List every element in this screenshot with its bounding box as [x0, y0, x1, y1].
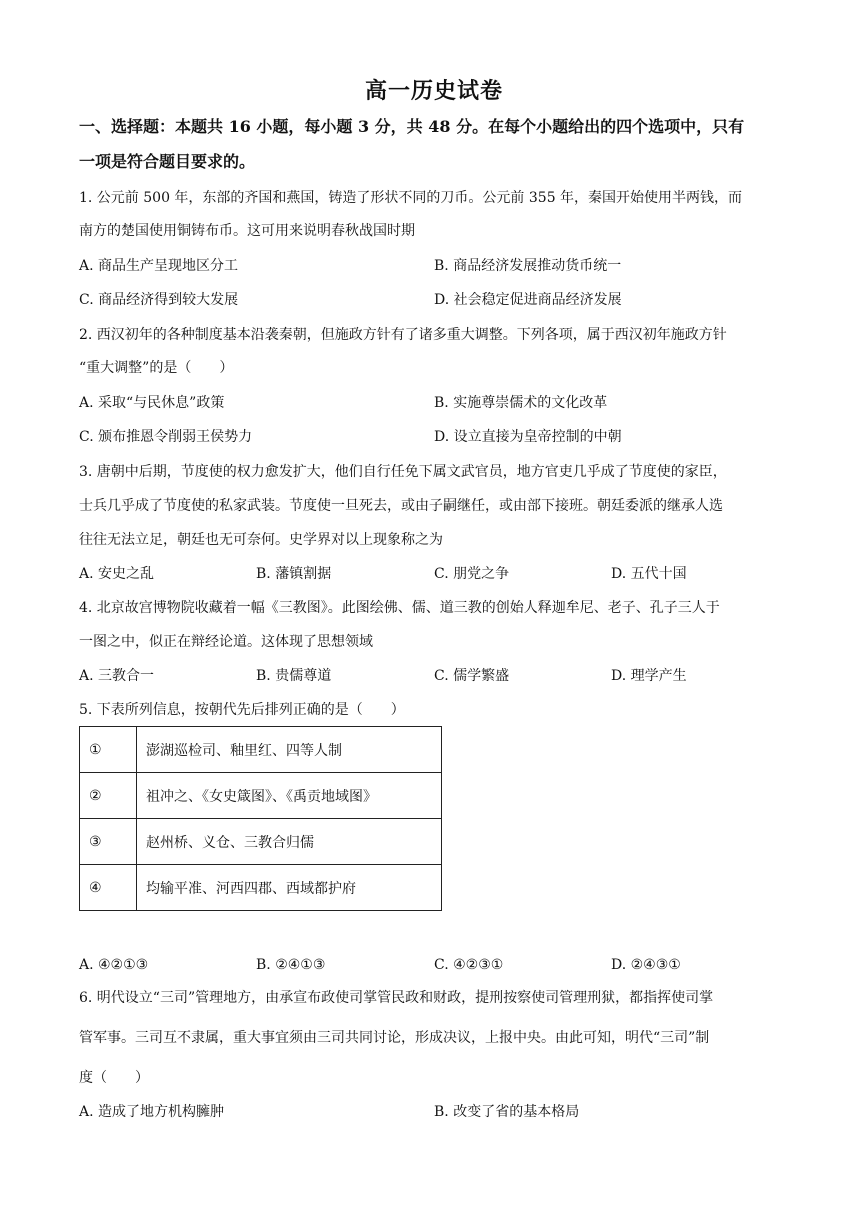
table-cell-text: 澎湖巡检司、釉里红、四等人制: [137, 727, 442, 773]
q6-option-a: A. 造成了地方机构臃肿: [79, 1104, 225, 1120]
q1-option-d: D. 社会稳定促进商品经济发展: [434, 292, 622, 308]
q2-option-c: C. 颁布推恩令削弱王侯势力: [79, 429, 253, 445]
table-cell-number: ③: [80, 819, 137, 865]
q4-option-c: C. 儒学繁盛: [434, 668, 510, 684]
table-row: [80, 727, 442, 773]
table-cell-text: 均输平准、河西四郡、西域都护府: [137, 865, 442, 911]
q4-option-a: A. 三教合一: [79, 668, 155, 684]
q5-option-c: C. ④②③①: [434, 957, 504, 973]
q3-option-b: B. 藩镇割据: [256, 566, 332, 582]
q1-stem-line-1: 1. 公元前 500 年，东部的齐国和燕国，铸造了形状不同的刀币。公元前 355 年，秦国开始使用半两钱，而: [79, 190, 743, 206]
q4-stem-line-1: 4. 北京故宫博物院收藏着一幅《三教图》。此图绘佛、儒、道三教的创始人释迦牟尼、老子、孔子三人于: [79, 600, 720, 616]
q3-stem-line-1: 3. 唐朝中后期，节度使的权力愈发扩大，他们自行任免下属文武官员，地方官吏几乎成了节度使的家臣，: [79, 464, 727, 480]
q1-option-b: B. 商品经济发展推动货币统一: [434, 258, 622, 274]
q5-stem-line-1: 5. 下表所列信息，按朝代先后排列正确的是（ ）: [79, 702, 405, 718]
q3-stem-line-3: 往往无法立足，朝廷也无可奈何。史学界对以上现象称之为: [79, 532, 443, 548]
q1-option-a: A. 商品生产呈现地区分工: [79, 258, 239, 274]
q4-stem-line-2: 一图之中，似正在辩经论道。这体现了思想领域: [79, 634, 373, 650]
section-heading-line-1: 一、选择题：本题共 16 小题，每小题 3 分，共 48 分。在每个小题给出的四个选项中，只有: [79, 117, 745, 136]
q5-option-b: B. ②④①③: [256, 957, 326, 973]
table-cell-number: ①: [80, 727, 137, 773]
table-row: [80, 773, 442, 819]
q6-stem-line-3: 度（ ）: [79, 1070, 149, 1086]
table-row: [80, 819, 442, 865]
table-cell-text: 祖冲之、《女史箴图》、《禹贡地域图》: [137, 773, 442, 819]
q3-stem-line-2: 士兵几乎成了节度使的私家武装。节度使一旦死去，或由子嗣继任，或由部下接班。朝廷委派的继承人选: [79, 498, 723, 514]
table-row: [80, 865, 442, 911]
q3-option-a: A. 安史之乱: [79, 566, 155, 582]
q5-option-d: D. ②④③①: [611, 957, 681, 973]
table-cell-text: 赵州桥、义仓、三教合归儒: [137, 819, 442, 865]
table-cell-number: ④: [80, 865, 137, 911]
q5-info-table: [79, 726, 442, 911]
q2-stem-line-1: 2. 西汉初年的各种制度基本沿袭秦朝，但施政方针有了诸多重大调整。下列各项，属于西汉初年施政方针: [79, 327, 727, 343]
q4-option-b: B. 贵儒尊道: [256, 668, 332, 684]
q2-option-a: A. 采取“与民休息”政策: [79, 395, 225, 411]
page-title: 高一历史试卷: [364, 78, 503, 104]
q1-stem-line-2: 南方的楚国使用铜铸布币。这可用来说明春秋战国时期: [79, 223, 415, 239]
q5-option-a: A. ④②①③: [79, 957, 149, 973]
q2-option-d: D. 设立直接为皇帝控制的中朝: [434, 429, 622, 445]
section-heading-line-2: 一项是符合题目要求的。: [79, 152, 256, 171]
q6-stem-line-2: 管军事。三司互不隶属，重大事宜须由三司共同讨论，形成决议，上报中央。由此可知，明代“三司”制: [79, 1030, 710, 1046]
q3-option-d: D. 五代十国: [611, 566, 687, 582]
q1-option-c: C. 商品经济得到较大发展: [79, 292, 239, 308]
q6-stem-line-1: 6. 明代设立“三司”管理地方，由承宣布政使司掌管民政和财政，提刑按察使司管理刑狱，都指挥使司掌: [79, 990, 714, 1006]
q2-option-b: B. 实施尊崇儒术的文化改革: [434, 395, 608, 411]
q6-option-b: B. 改变了省的基本格局: [434, 1104, 580, 1120]
q2-stem-line-2: “重大调整”的是（ ）: [79, 360, 234, 376]
q3-option-c: C. 朋党之争: [434, 566, 510, 582]
q4-option-d: D. 理学产生: [611, 668, 687, 684]
table-cell-number: ②: [80, 773, 137, 819]
